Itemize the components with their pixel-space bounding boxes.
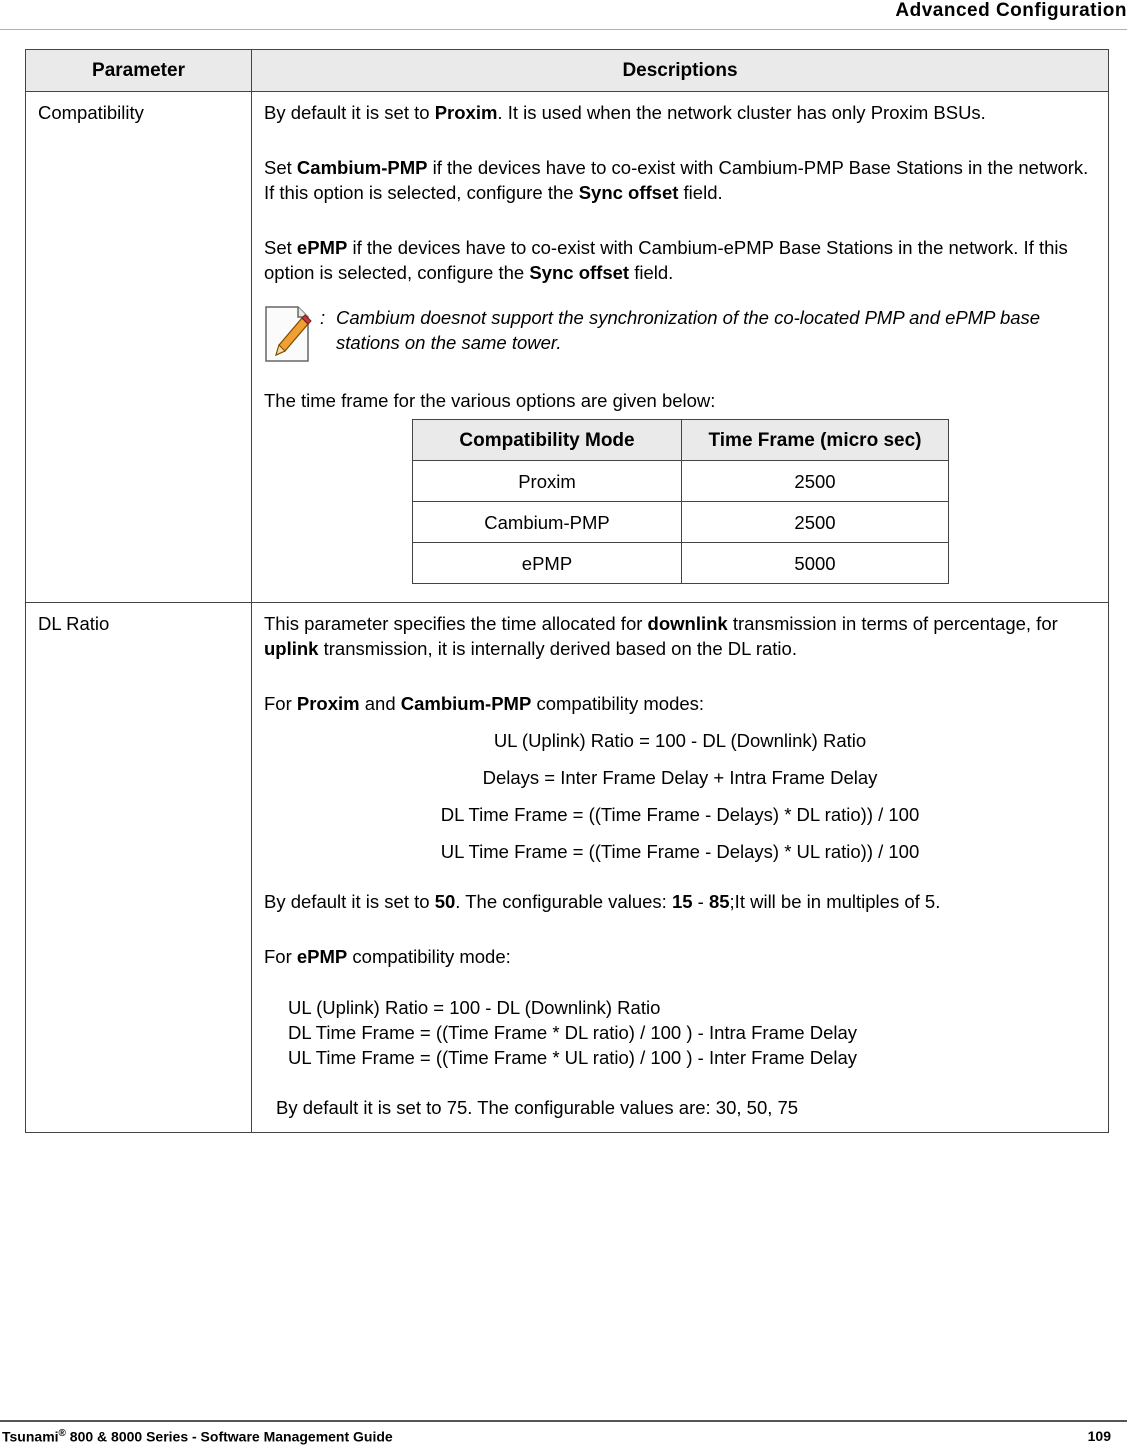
- footer-divider: [0, 1420, 1127, 1422]
- param-compatibility: Compatibility: [26, 92, 252, 603]
- note-colon: :: [320, 307, 326, 328]
- table-row: [413, 543, 949, 584]
- epmp-mode-heading: For ePMP compatibility mode:: [264, 946, 511, 967]
- footer-guide-title: Tsunami® 800 & 8000 Series - Software Management Guide: [2, 1428, 393, 1445]
- proxim-modes-heading: For Proxim and Cambium-PMP compatibility modes:: [264, 693, 705, 714]
- header-divider: [0, 29, 1127, 30]
- column-header-descriptions: Descriptions: [252, 50, 1109, 92]
- desc-compatibility: [252, 92, 1109, 603]
- timeframe-intro: The time frame for the various options are given below:: [264, 390, 716, 411]
- formula-line: UL (Uplink) Ratio = 100 - DL (Downlink) Ratio: [493, 730, 867, 751]
- timeframe-mode-cell: Cambium-PMP: [413, 502, 682, 543]
- column-header-parameter: Parameter: [26, 50, 252, 92]
- default-50-text: By default it is set to 50. The configurable values: 15 - 85;It will be in multiples of 5.: [264, 891, 941, 912]
- param-dl-ratio: DL Ratio: [26, 603, 252, 1133]
- column-header-mode: Compatibility Mode: [413, 420, 682, 461]
- column-header-time: Time Frame (micro sec): [682, 420, 949, 461]
- dl-ratio-intro: This parameter specifies the time allocated for downlink transmission in terms of percentage, for uplink transmission, it is internally derived based on the DL ratio.: [264, 613, 1058, 659]
- desc-dl-ratio: [252, 603, 1109, 1133]
- formula-line: Delays = Inter Frame Delay + Intra Frame Delay: [482, 767, 878, 788]
- compat-default-text: By default it is set to Proxim. It is used when the network cluster has only Proxim BSUs.: [264, 102, 986, 123]
- timeframe-mode-cell: Proxim: [413, 461, 682, 502]
- parameter-table: [25, 49, 1109, 1133]
- parameter-table-header: [26, 50, 1109, 92]
- table-row: [26, 92, 1109, 603]
- epmp-formula-line: UL (Uplink) Ratio = 100 - DL (Downlink) Ratio: [288, 997, 661, 1018]
- table-row: [26, 603, 1109, 1133]
- table-row: [413, 502, 949, 543]
- formula-line: DL Time Frame = ((Time Frame - Delays) * DL ratio)) / 100: [440, 804, 920, 825]
- timeframe-time-cell: 2500: [682, 461, 949, 502]
- table-row: [413, 461, 949, 502]
- timeframe-time-cell: 5000: [682, 543, 949, 584]
- page-number: 109: [1087, 1428, 1111, 1444]
- timeframe-table-header: [413, 420, 949, 461]
- compat-epmp-text: Set ePMP if the devices have to co-exist with Cambium-ePMP Base Stations in the network. If this option is selected, configure the Sync offset field.: [264, 237, 1068, 283]
- compat-cambium-pmp-text: Set Cambium-PMP if the devices have to co-exist with Cambium-PMP Base Stations in the network. If this option is selected, configure the Sync offset field.: [264, 157, 1089, 203]
- epmp-formula-line: UL Time Frame = ((Time Frame * UL ratio) / 100 ) - Inter Frame Delay: [288, 1047, 858, 1068]
- note-text: Cambium doesnot support the synchronization of the co-located PMP and ePMP base stations on the same tower.: [336, 307, 1041, 353]
- epmp-formula-line: DL Time Frame = ((Time Frame * DL ratio) / 100 ) - Intra Frame Delay: [288, 1022, 858, 1043]
- note-pencil-icon: [264, 305, 312, 363]
- timeframe-time-cell: 2500: [682, 502, 949, 543]
- default-75-text: By default it is set to 75. The configurable values are: 30, 50, 75: [276, 1097, 799, 1118]
- formula-line: UL Time Frame = ((Time Frame - Delays) * UL ratio)) / 100: [440, 841, 920, 862]
- page-header-title: Advanced Configuration: [895, 0, 1127, 21]
- note-box: [264, 305, 1096, 355]
- timeframe-mode-cell: ePMP: [413, 543, 682, 584]
- timeframe-table: [412, 419, 949, 584]
